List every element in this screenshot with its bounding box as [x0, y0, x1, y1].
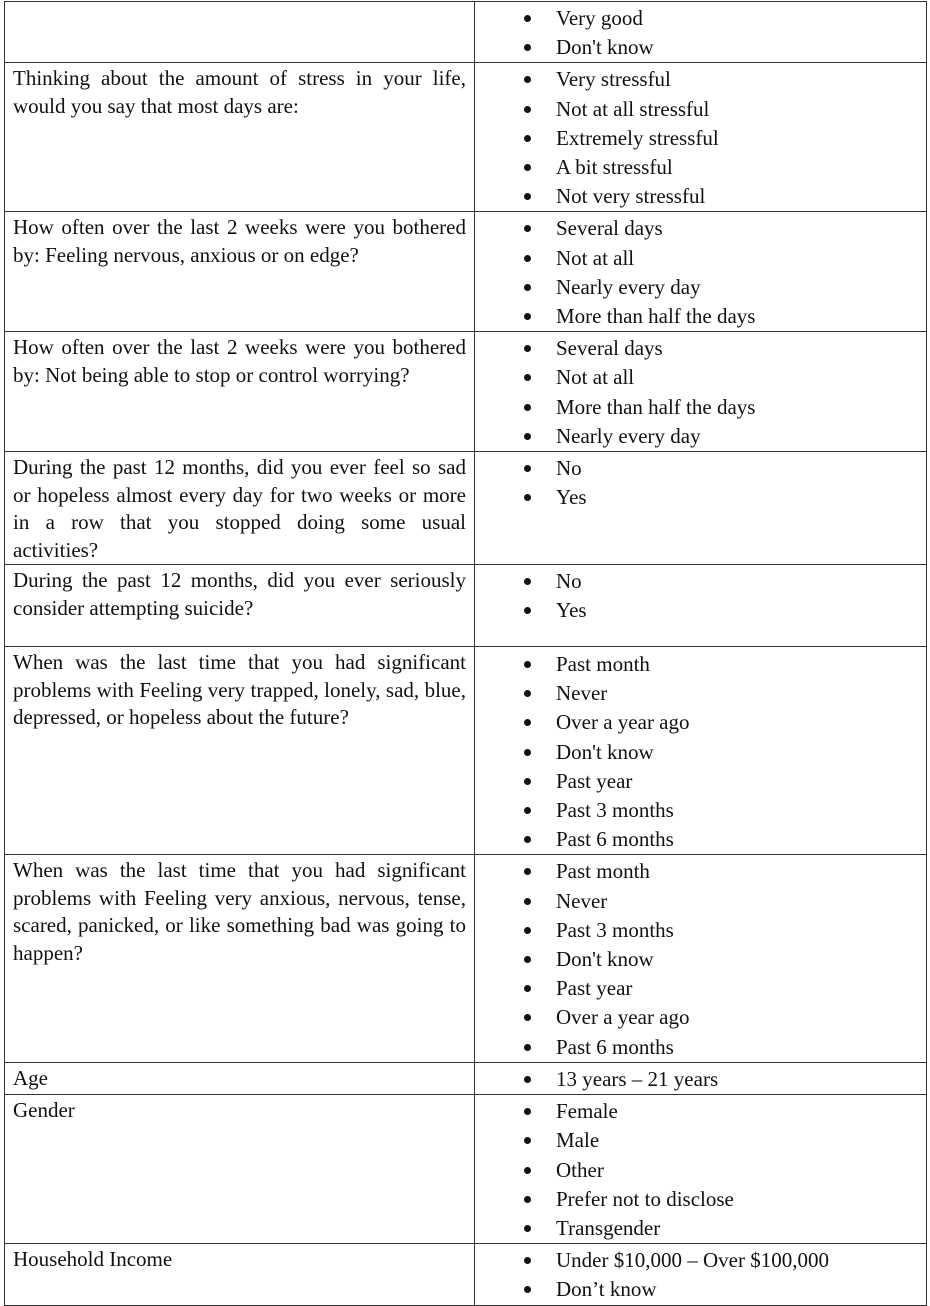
bullet-icon — [524, 690, 531, 697]
table-row — [5, 855, 927, 1062]
question-cell: Household Income — [5, 1244, 475, 1305]
bullet-icon — [524, 164, 531, 171]
answer-item: Nearly every day — [475, 422, 926, 451]
answer-item: Nearly every day — [475, 273, 926, 302]
answer-item: Male — [475, 1126, 926, 1155]
bullet-icon — [524, 255, 531, 262]
bullet-icon — [524, 284, 531, 291]
bullet-icon — [524, 661, 531, 668]
answer-item: Past 3 months — [475, 796, 926, 825]
answer-item: Over a year ago — [475, 708, 926, 737]
table-row — [5, 212, 927, 332]
answer-item: A bit stressful — [475, 153, 926, 182]
table-row — [5, 2, 927, 63]
answer-item: Several days — [475, 334, 926, 363]
answer-item: No — [475, 454, 926, 483]
table-row — [5, 647, 927, 855]
answer-cell — [475, 1244, 927, 1305]
question-cell: How often over the last 2 weeks were you bothered by: Not being able to stop or control worrying? — [5, 332, 475, 452]
survey-questions-table — [4, 1, 927, 1306]
answer-cell — [475, 565, 927, 647]
bullet-icon — [524, 76, 531, 83]
bullet-icon — [524, 868, 531, 875]
bullet-icon — [524, 494, 531, 501]
bullet-icon — [524, 1137, 531, 1144]
answer-item: Don't know — [475, 738, 926, 767]
table-row — [5, 1062, 927, 1094]
answer-list — [475, 1097, 926, 1243]
answer-item: More than half the days — [475, 393, 926, 422]
answer-item: Very stressful — [475, 65, 926, 94]
bullet-icon — [524, 135, 531, 142]
answer-list — [475, 857, 926, 1061]
bullet-icon — [524, 1014, 531, 1021]
answer-item: Don't know — [475, 945, 926, 974]
bullet-icon — [524, 313, 531, 320]
question-cell: When was the last time that you had significant problems with Feeling very anxious, nervous, tense, scared, panicked, or like something bad was going to happen? — [5, 855, 475, 1062]
bullet-icon — [524, 985, 531, 992]
bullet-icon — [524, 956, 531, 963]
answer-item: Under $10,000 – Over $100,000 — [475, 1246, 926, 1275]
answer-item: Extremely stressful — [475, 124, 926, 153]
bullet-icon — [524, 1044, 531, 1051]
question-cell — [5, 2, 475, 63]
answer-item: Past 6 months — [475, 825, 926, 854]
bullet-icon — [524, 1225, 531, 1232]
bullet-icon — [524, 578, 531, 585]
answer-item: Yes — [475, 596, 926, 625]
bullet-icon — [524, 1108, 531, 1115]
answer-item: Not at all — [475, 363, 926, 392]
table-row — [5, 332, 927, 452]
answer-item: Transgender — [475, 1214, 926, 1243]
answer-cell — [475, 647, 927, 855]
question-cell: How often over the last 2 weeks were you bothered by: Feeling nervous, anxious or on edge? — [5, 212, 475, 332]
bullet-icon — [524, 898, 531, 905]
answer-item: Past month — [475, 650, 926, 679]
bullet-icon — [524, 836, 531, 843]
bullet-icon — [524, 1286, 531, 1293]
question-cell: During the past 12 months, did you ever seriously consider attempting suicide? — [5, 565, 475, 647]
answer-cell — [475, 2, 927, 63]
answer-list — [475, 1065, 926, 1094]
bullet-icon — [524, 749, 531, 756]
answer-item: Several days — [475, 214, 926, 243]
answer-list — [475, 334, 926, 451]
question-cell: Age — [5, 1062, 475, 1094]
bullet-icon — [524, 1196, 531, 1203]
answer-cell — [475, 855, 927, 1062]
answer-item: Never — [475, 887, 926, 916]
answer-list — [475, 567, 926, 625]
bullet-icon — [524, 193, 531, 200]
answer-list — [475, 214, 926, 331]
answer-item: Don’t know — [475, 1275, 926, 1304]
table-row — [5, 1095, 927, 1244]
answer-item: Past 6 months — [475, 1033, 926, 1062]
bullet-icon — [524, 106, 531, 113]
table-row — [5, 452, 927, 565]
answer-item: No — [475, 567, 926, 596]
answer-list — [475, 1246, 926, 1304]
bullet-icon — [524, 1167, 531, 1174]
answer-cell — [475, 63, 927, 212]
bullet-icon — [524, 778, 531, 785]
answer-item: Past 3 months — [475, 916, 926, 945]
answer-item: Don't know — [475, 33, 926, 62]
answer-item: Past year — [475, 974, 926, 1003]
question-cell: Gender — [5, 1095, 475, 1244]
table-row — [5, 565, 927, 647]
bullet-icon — [524, 807, 531, 814]
answer-item: Very good — [475, 4, 926, 33]
answer-item: Not at all — [475, 244, 926, 273]
table-row — [5, 63, 927, 212]
answer-item: Over a year ago — [475, 1003, 926, 1032]
answer-item: Not very stressful — [475, 182, 926, 211]
answer-list — [475, 650, 926, 854]
bullet-icon — [524, 927, 531, 934]
bullet-icon — [524, 225, 531, 232]
answer-item: 13 years – 21 years — [475, 1065, 926, 1094]
answer-cell — [475, 332, 927, 452]
answer-cell — [475, 1095, 927, 1244]
answer-item: Other — [475, 1156, 926, 1185]
answer-item: Female — [475, 1097, 926, 1126]
bullet-icon — [524, 607, 531, 614]
answer-cell — [475, 212, 927, 332]
answer-list — [475, 454, 926, 512]
table-row — [5, 1244, 927, 1305]
bullet-icon — [524, 433, 531, 440]
answer-item: Never — [475, 679, 926, 708]
question-cell: When was the last time that you had significant problems with Feeling very trapped, lonely, sad, blue, depressed, or hopeless about the future? — [5, 647, 475, 855]
answer-item: Yes — [475, 483, 926, 512]
question-cell: Thinking about the amount of stress in your life, would you say that most days are: — [5, 63, 475, 212]
answer-item: Past year — [475, 767, 926, 796]
answer-list — [475, 65, 926, 211]
answer-cell — [475, 452, 927, 565]
bullet-icon — [524, 345, 531, 352]
bullet-icon — [524, 374, 531, 381]
bullet-icon — [524, 465, 531, 472]
answer-cell — [475, 1062, 927, 1094]
bullet-icon — [524, 15, 531, 22]
answer-item: Prefer not to disclose — [475, 1185, 926, 1214]
bullet-icon — [524, 404, 531, 411]
bullet-icon — [524, 1076, 531, 1083]
question-cell: During the past 12 months, did you ever feel so sad or hopeless almost every day for two weeks or more in a row that you stopped doing some usual activities? — [5, 452, 475, 565]
bullet-icon — [524, 1257, 531, 1264]
answer-list — [475, 4, 926, 62]
answer-item: Past month — [475, 857, 926, 886]
answer-item: More than half the days — [475, 302, 926, 331]
bullet-icon — [524, 719, 531, 726]
bullet-icon — [524, 44, 531, 51]
answer-item: Not at all stressful — [475, 95, 926, 124]
